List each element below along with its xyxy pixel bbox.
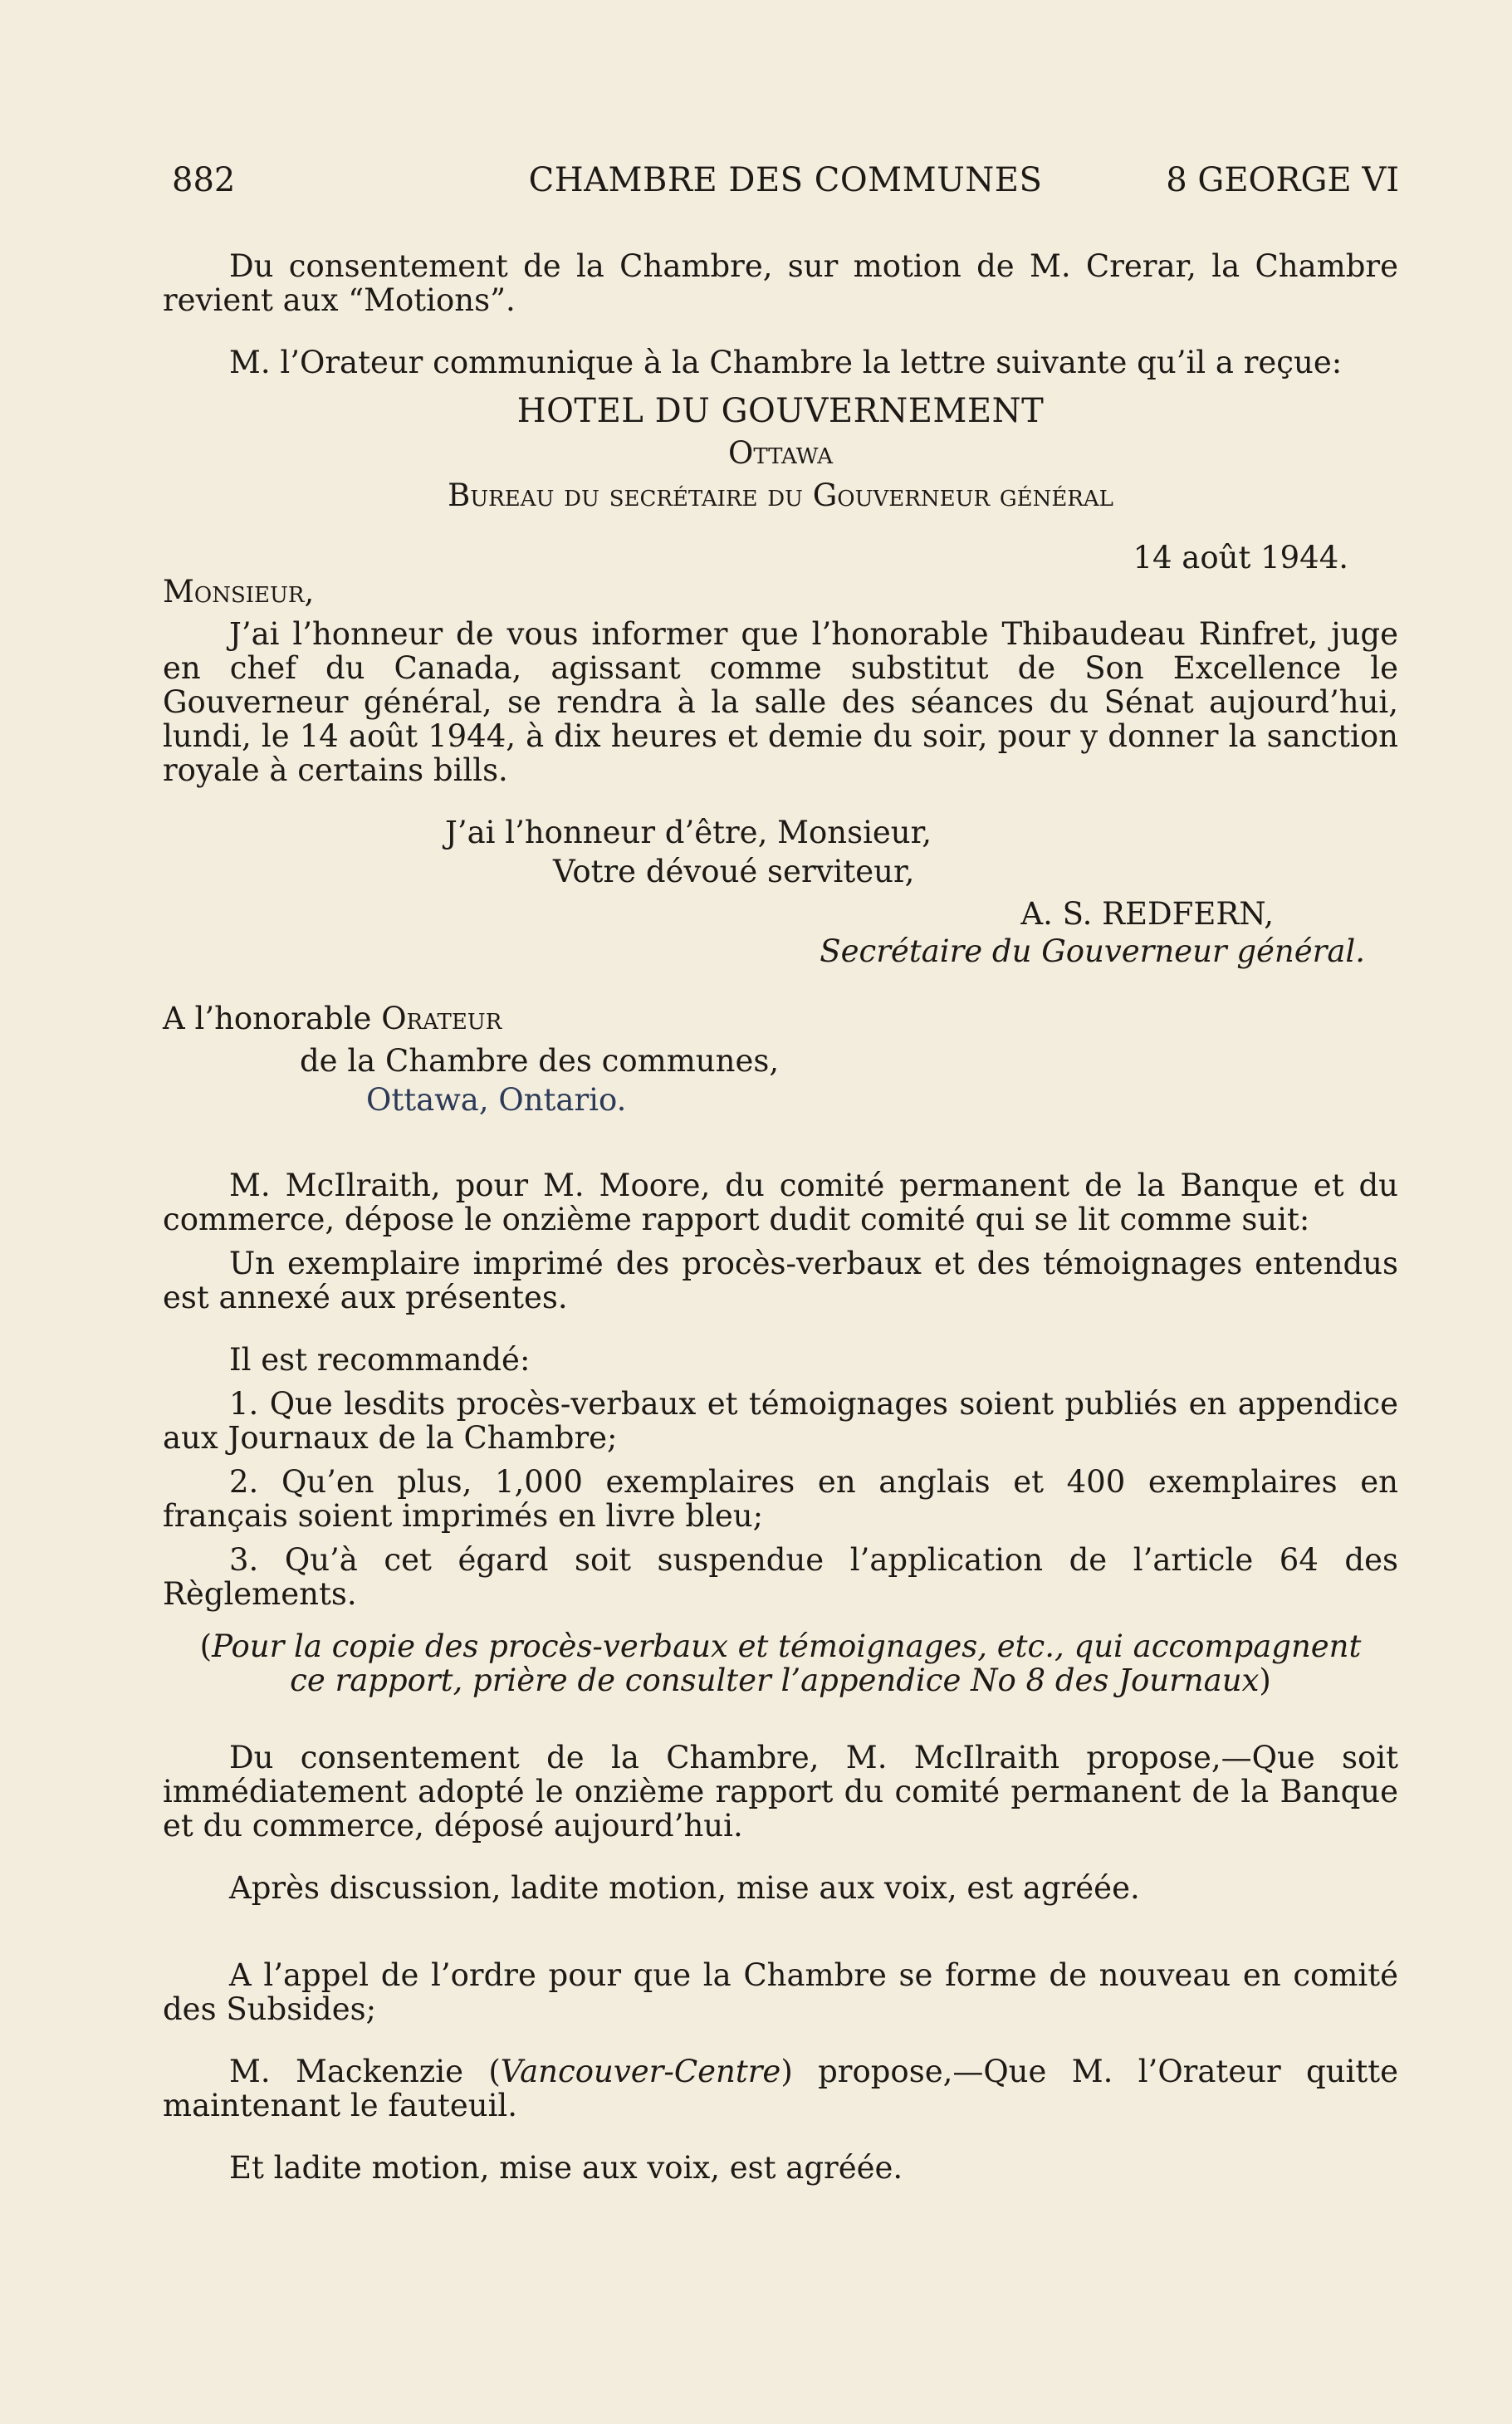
page-body xyxy=(163,249,1398,2185)
paragraph-speaker-communicates: M. l’Orateur communique à la Chambre la lettre suivante qu’il a reçue: xyxy=(229,345,1343,380)
letter-city: Ottawa xyxy=(727,435,833,471)
letter-signature-name: A. S. REDFERN, xyxy=(1020,896,1274,932)
motions-section xyxy=(163,1741,1398,2185)
letter-salutation: Monsieur, xyxy=(163,574,315,610)
committee-report xyxy=(163,1168,1398,1697)
motion-mackenzie xyxy=(163,2054,1398,2123)
report-item-3: 3. Qu’à cet égard soit suspendue l’application de l’article 64 des Règlements. xyxy=(163,1542,1398,1612)
order-of-day-subsidies: A l’appel de l’ordre pour que la Chambre se forme de nouveau en comité des Subsides; xyxy=(163,1957,1398,2027)
paragraph-return-to-motions: Du consentement de la Chambre, sur motion de M. Crerar, la Chambre revient aux “Motions”. xyxy=(163,248,1398,318)
letter-body: J’ai l’honneur de vous informer que l’honorable Thibaudeau Rinfret, juge en chef du Canada, agissant comme substitut de Son Excellence le Gouverneur général, se rendra à la salle des séances du Sénat aujourd’hui, lundi, le 14 août 1944, à dix heures et demie du soir, pour y donner la sanction royale à certains bills. xyxy=(163,616,1398,788)
letter-address-line-3: Ottawa, Ontario. xyxy=(366,1082,627,1118)
letter-date: 14 août 1944. xyxy=(1133,540,1348,575)
mackenzie-prefix: M. Mackenzie ( xyxy=(229,2054,501,2089)
page-number: 882 xyxy=(172,161,236,199)
motion-agreed-1: Après discussion, ladite motion, mise aux voix, est agréée. xyxy=(229,1870,1140,1906)
note-close-paren: ) xyxy=(1259,1663,1271,1698)
report-deposit: M. McIlraith, pour M. Moore, du comité permanent de la Banque et du commerce, dépose le onzième rapport dudit comité qui se lit comme suit: xyxy=(163,1168,1398,1237)
note-open-paren: ( xyxy=(199,1628,213,1664)
address-orateur: Orateur xyxy=(381,1001,502,1036)
mackenzie-riding: Vancouver-Centre xyxy=(500,2054,781,2089)
mackenzie-suffix: ) propose,—Que M. l’Orateur quitte maintenant le fauteuil. xyxy=(163,2054,1398,2123)
note-text: Pour la copie des procès-verbaux et témoignages, etc., qui accompagnent ce rapport, prière de consulter l’appendice No 8 des Journaux xyxy=(212,1628,1362,1698)
letter xyxy=(163,391,1398,1117)
report-copy-annexed: Un exemplaire imprimé des procès-verbaux et des témoignages entendus est annexé aux présentes. xyxy=(163,1246,1398,1315)
letter-address-line-2: de la Chambre des communes, xyxy=(300,1043,780,1079)
session-label: 8 GEORGE VI xyxy=(1166,161,1399,199)
report-item-1: 1. Que lesdits procès-verbaux et témoignages soient publiés en appendice aux Journaux de la Chambre; xyxy=(163,1386,1398,1456)
letter-address-line-1 xyxy=(163,1001,1398,1036)
letter-closing-2: Votre dévoué serviteur, xyxy=(553,854,915,889)
letter-bureau: Bureau du secrétaire du Gouverneur général xyxy=(448,477,1113,513)
motion-adopt-report: Du consentement de la Chambre, M. McIlraith propose,—Que soit immédiatement adopté le onzième rapport du comité permanent de la Banque et du commerce, déposé aujourd’hui. xyxy=(163,1740,1398,1844)
motion-agreed-2: Et ladite motion, mise aux voix, est agréée. xyxy=(229,2150,903,2186)
report-item-2: 2. Qu’en plus, 1,000 exemplaires en anglais et 400 exemplaires en français soient imprimés en livre bleu; xyxy=(163,1464,1398,1534)
letter-closing-1: J’ai l’honneur d’être, Monsieur, xyxy=(445,815,932,850)
running-title: CHAMBRE DES COMMUNES xyxy=(528,161,1043,199)
address-prefix: A l’honorable xyxy=(163,1001,372,1036)
report-appendix-note xyxy=(163,1629,1398,1697)
report-recommended: Il est recommandé: xyxy=(229,1342,531,1378)
letter-heading: HOTEL DU GOUVERNEMENT xyxy=(516,392,1045,430)
letter-signature-title: Secrétaire du Gouverneur général. xyxy=(820,933,1365,969)
